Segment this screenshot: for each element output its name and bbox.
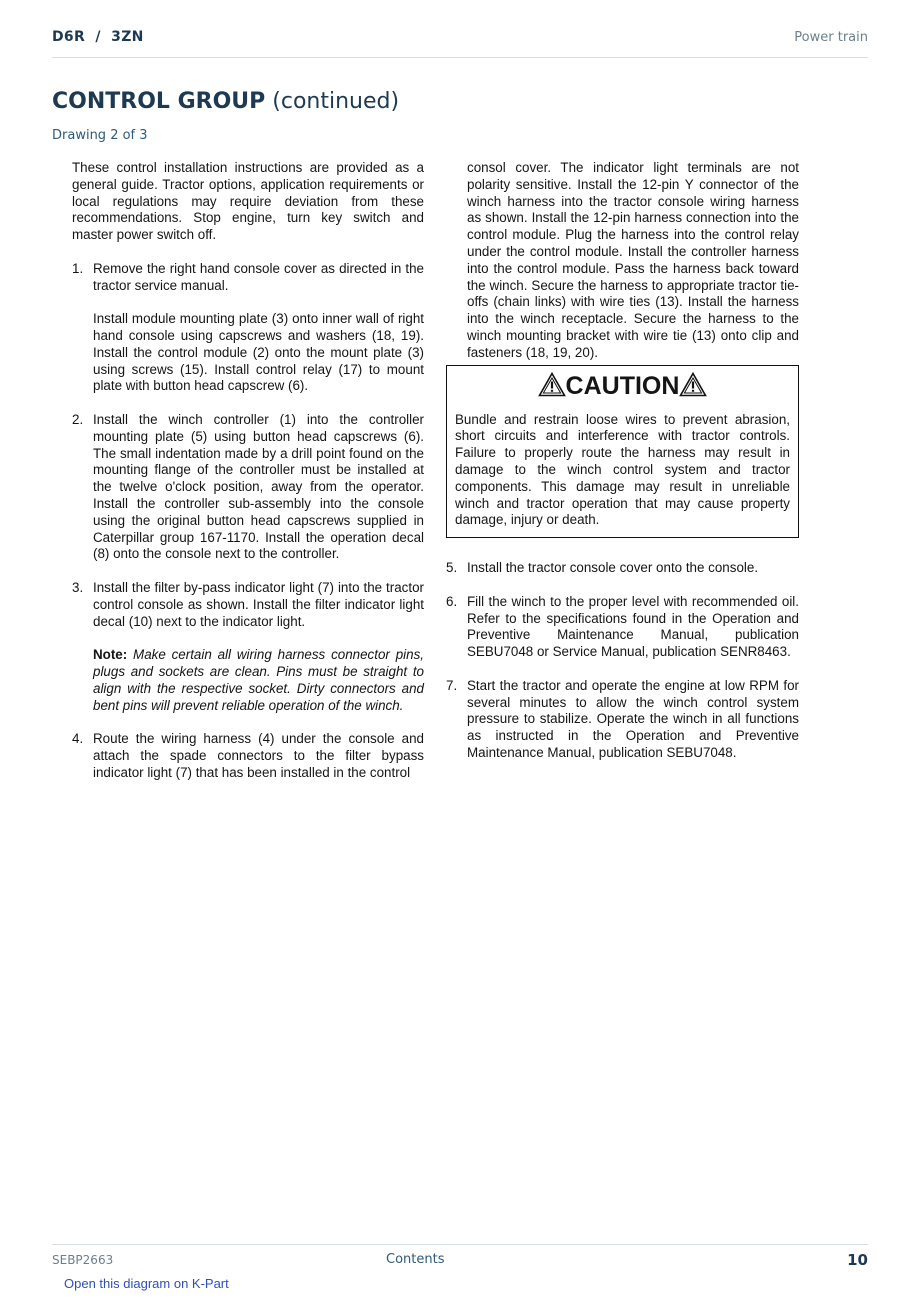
warning-triangle-icon — [538, 372, 566, 397]
step-4-continued-text: consol cover. The indicator light terminals are not polarity sensitive. Install the 12-pin Y connector of the winch harness into the tractor console wiring harness as shown. Install the 12-pin harness connection into the control module. Plug the harness into the control relay under the control module. Install the controller harness into the control module. Pass the harness back toward the winch. Secure the harness to appropriate tractor tie-offs (chain links) with wire ties (13). Install the harness into the winch receptacle. Secure the harness to the winch mounting bracket with wire tie (13) onto clip and fasteners (18, 19, 20). — [467, 160, 799, 360]
caution-title: CAUTION — [565, 371, 680, 400]
note-label: Note: — [93, 647, 128, 663]
step-6 — [446, 594, 799, 661]
step-1 — [72, 261, 424, 395]
step-2 — [72, 412, 424, 563]
page-title-suffix: (continued) — [265, 89, 400, 114]
intro-paragraph: These control installation instructions are provided as a general guide. Tractor options, application requirements or local regulations may require deviation from these recommendations. Stop engine, turn key switch and master power switch off. — [72, 160, 424, 243]
drawing-subtitle: Drawing 2 of 3 — [52, 128, 148, 143]
caution-text: Bundle and restrain loose wires to prevent abrasion, short circuits and interference with tractor controls. Failure to properly route the harness may result in damage to the winch control system and tractor components. This damage may result in unreliable winch and tractor operation that may cause property damage, injury or death. — [455, 411, 790, 528]
section-name: Power train — [794, 30, 868, 45]
page-title — [52, 89, 399, 114]
note-paragraph — [93, 647, 424, 714]
contents-link[interactable]: Contents — [386, 1252, 445, 1267]
step-3-number: 3. — [72, 579, 84, 595]
open-diagram-link[interactable]: Open this diagram on K-Part — [64, 1276, 229, 1291]
step-3 — [72, 580, 424, 714]
document-id: SEBP2663 — [52, 1253, 114, 1267]
page-title-main: CONTROL GROUP — [52, 89, 266, 114]
caution-box — [446, 365, 799, 539]
step-1-text-a: Remove the right hand console cover as directed in the tractor service manual. — [93, 260, 424, 293]
step-6-text: Fill the winch to the proper level with recommended oil. Refer to the specifications found in the Operation and Preventive Maintenance Manual, publication SEBU7048 or Service Manual, publication SENR8463. — [467, 593, 799, 660]
step-1-number: 1. — [72, 260, 84, 276]
step-5 — [446, 560, 799, 577]
step-2-text: Install the winch controller (1) into the controller mounting plate (5) using button head capscrews (6). The small indentation made by a drill point found on the mounting flange of the controller must be installed at the twelve o'clock position, away from the operator. Install the controller sub-assembly into the console using the original button head capscrews supplied in Caterpillar group 167-1170. Install the operation decal (8) onto the console next to the controller. — [93, 411, 424, 562]
step-4-number: 4. — [72, 731, 84, 747]
warning-triangle-icon — [679, 372, 707, 397]
step-4-continued — [446, 160, 799, 362]
note-text: Make certain all wiring harness connector pins, plugs and sockets are clean. Pins must be straight to align with the respective socket. Dirty connectors and bent pins will prevent reliable operation of the winch. — [93, 647, 424, 713]
footer-divider — [52, 1244, 868, 1245]
step-7-text: Start the tractor and operate the engine at low RPM for several minutes to allow the winch control system pressure to stabilize. Operate the winch in all functions as instructed in the Operation and Preventive Maintenance Manual, publication SEBU7048. — [467, 677, 799, 760]
page-number: 10 — [847, 1251, 868, 1269]
right-column — [446, 160, 799, 762]
caution-heading — [455, 370, 790, 402]
step-7 — [446, 678, 799, 762]
step-3-text: Install the filter by-pass indicator light (7) into the tractor control console as shown. Install the filter indicator light decal (10) next to the indicator light. — [93, 579, 424, 629]
step-7-number: 7. — [446, 677, 458, 693]
step-2-number: 2. — [72, 411, 84, 427]
step-4-text: Route the wiring harness (4) under the console and attach the spade connectors to the filter bypass indicator light (7) that has been installed in the control — [93, 731, 424, 780]
step-6-number: 6. — [446, 593, 458, 609]
step-4 — [72, 731, 424, 781]
step-5-number: 5. — [446, 560, 458, 576]
header-divider — [52, 57, 868, 58]
step-1-text-b: Install module mounting plate (3) onto inner wall of right hand console using capscrews and washers (18, 19). Install the control module (2) onto the mount plate (3) using screws (15). Install control relay (17) to mount plate with button head capscrew (6). — [93, 311, 424, 394]
left-column — [72, 160, 424, 781]
document-model: D6R / 3ZN — [52, 29, 144, 45]
step-5-text: Install the tractor console cover onto the console. — [467, 560, 759, 576]
